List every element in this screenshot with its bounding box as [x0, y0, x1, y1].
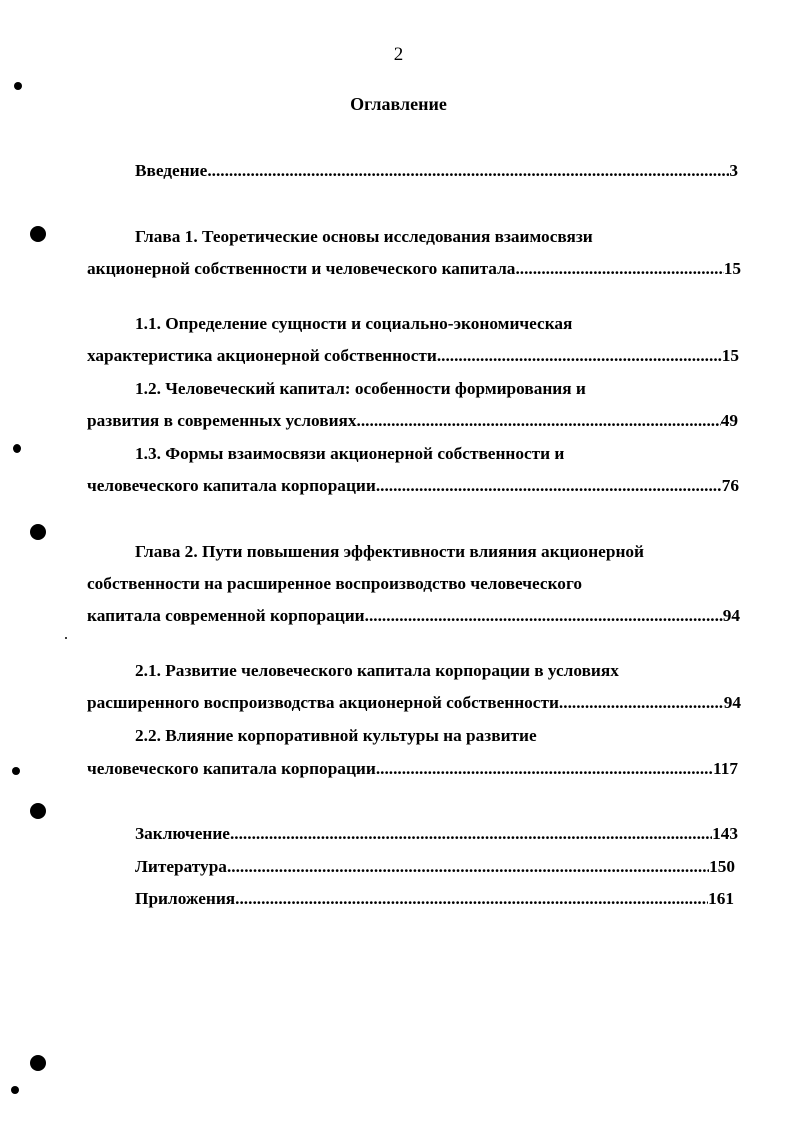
toc-entry-section-1-1[interactable]	[87, 345, 739, 367]
dot-leader	[230, 823, 712, 845]
dot-leader	[207, 160, 729, 182]
toc-page-number: 143	[712, 824, 738, 843]
toc-entry-label: Литература	[135, 857, 227, 876]
toc-entry-appendices[interactable]	[135, 888, 734, 910]
toc-entry-label: человеческого капитала корпорации	[87, 759, 376, 778]
punch-hole-mark	[30, 803, 46, 819]
toc-page-number: 3	[729, 161, 738, 180]
toc-entry-chapter2[interactable]	[87, 605, 740, 627]
toc-entry-chapter1[interactable]	[87, 258, 741, 280]
toc-page-number: 117	[713, 759, 738, 778]
scan-speck	[12, 767, 20, 775]
toc-entry-label: человеческого капитала корпорации	[87, 476, 376, 495]
dot-leader	[227, 856, 709, 878]
scan-speck	[14, 82, 22, 90]
toc-page-number: 15	[723, 259, 741, 278]
section-1-2-line1[interactable]: 1.2. Человеческий капитал: особенности формирования и	[135, 379, 586, 398]
toc-page-number: 94	[723, 693, 741, 712]
toc-page-number: 15	[721, 346, 739, 365]
toc-page-number: 49	[720, 411, 738, 430]
toc-entry-label: акционерной собственности и человеческого капитала	[87, 259, 516, 278]
dot-leader	[235, 888, 708, 910]
toc-entry-label: Заключение	[135, 824, 230, 843]
toc-entry-label: расширенного воспроизводства акционерной собственности	[87, 693, 559, 712]
toc-entry-introduction[interactable]	[135, 160, 738, 182]
toc-entry-label: Приложения	[135, 889, 236, 908]
dot-leader	[559, 692, 724, 714]
toc-entry-section-1-2[interactable]	[87, 410, 738, 432]
chapter1-heading-line1[interactable]: Глава 1. Теоретические основы исследования взаимосвязи	[135, 227, 593, 246]
section-1-3-line1[interactable]: 1.3. Формы взаимосвязи акционерной собственности и	[135, 444, 565, 463]
dot-leader	[357, 410, 721, 432]
scan-speck	[13, 444, 21, 453]
toc-entry-section-2-2[interactable]	[87, 758, 738, 780]
toc-entry-conclusion[interactable]	[135, 823, 738, 845]
toc-entry-label: характеристика акционерной собственности	[87, 346, 437, 365]
section-1-1-line1[interactable]: 1.1. Определение сущности и социально-экономическая	[135, 314, 573, 333]
dot-leader	[376, 758, 713, 780]
toc-page-number: 76	[721, 476, 739, 495]
dot-leader	[365, 605, 723, 627]
section-2-2-line1[interactable]: 2.2. Влияние корпоративной культуры на развитие	[135, 726, 537, 745]
toc-title: Оглавление	[350, 94, 447, 114]
toc-entry-literature[interactable]	[135, 856, 735, 878]
toc-page-number: 150	[709, 857, 735, 876]
toc-entry-section-2-1[interactable]	[87, 692, 741, 714]
page-number: 2	[393, 44, 404, 65]
toc-entry-section-1-3[interactable]	[87, 475, 739, 497]
punch-hole-mark	[30, 524, 46, 540]
dot-leader	[437, 345, 722, 367]
dot-leader	[376, 475, 722, 497]
section-2-1-line1[interactable]: 2.1. Развитие человеческого капитала корпорации в условиях	[135, 661, 619, 680]
toc-page-number: 94	[722, 606, 740, 625]
scan-speck	[11, 1086, 19, 1094]
scan-speck	[65, 637, 67, 639]
toc-entry-label: Введение	[135, 161, 208, 180]
toc-entry-label: развития в современных условиях	[87, 411, 357, 430]
chapter2-heading-line1[interactable]: Глава 2. Пути повышения эффективности влияния акционерной	[135, 542, 644, 561]
toc-page-number: 161	[708, 889, 734, 908]
dot-leader	[515, 258, 723, 280]
punch-hole-mark	[30, 226, 46, 242]
toc-entry-label: капитала современной корпорации	[87, 606, 365, 625]
chapter2-heading-line2[interactable]: собственности на расширенное воспроизводство человеческого	[87, 574, 583, 593]
punch-hole-mark	[30, 1055, 46, 1071]
